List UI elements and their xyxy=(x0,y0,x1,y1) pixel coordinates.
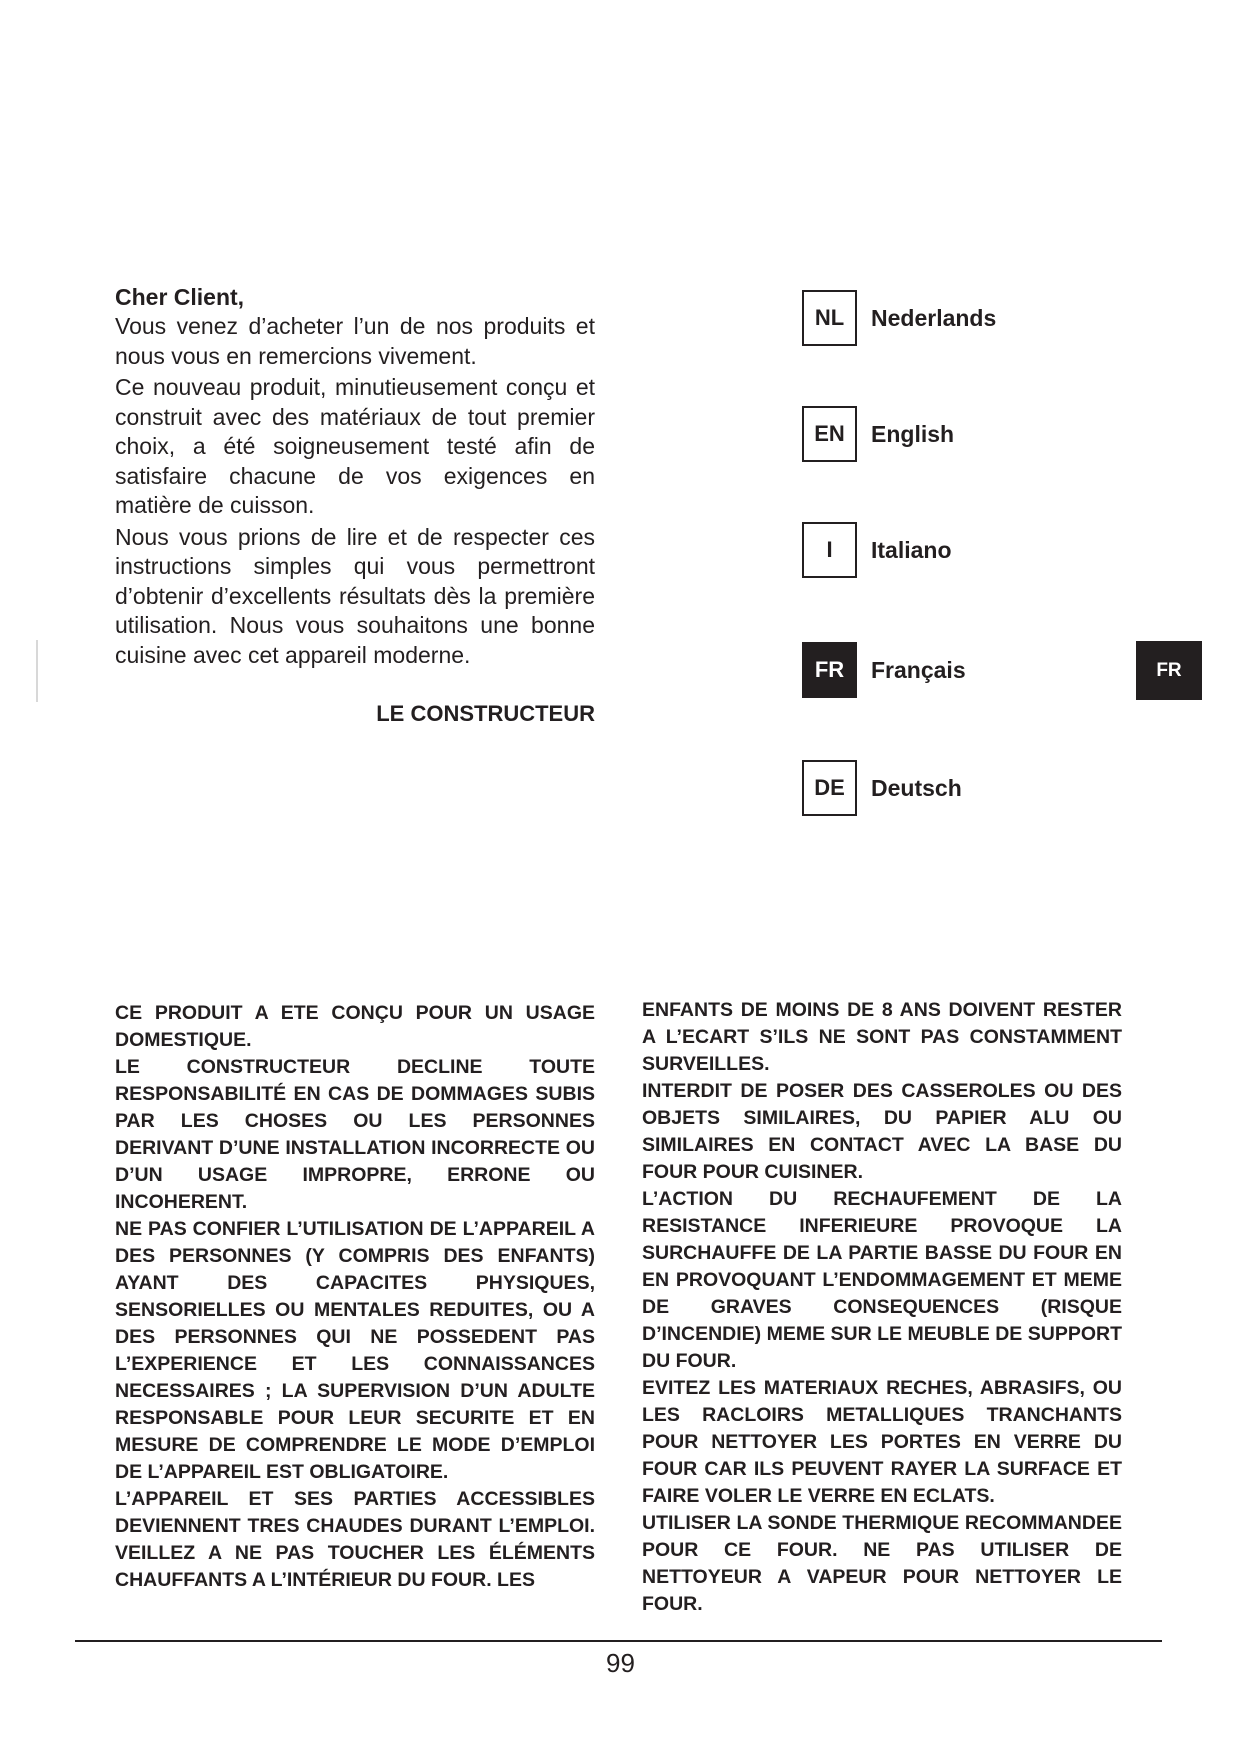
language-code: DE xyxy=(802,760,857,816)
language-item-fr[interactable] xyxy=(802,640,966,700)
warnings-left-column xyxy=(115,1000,595,1594)
margin-mark xyxy=(36,640,38,702)
language-code: I xyxy=(802,522,857,578)
warning-paragraph: CE PRODUIT A ETE CONÇU POUR UN USAGE DOMESTIQUE. xyxy=(115,1002,595,1051)
side-language-tab[interactable]: FR xyxy=(1136,641,1202,700)
warning-paragraph: UTILISER LA SONDE THERMIQUE RECOMMANDEE POUR CE FOUR. NE PAS UTILISER DE NETTOYEUR A VAPEUR POUR NETTOYER LE FOUR. xyxy=(642,1512,1122,1615)
language-item-nl[interactable] xyxy=(802,288,996,348)
signature: LE CONSTRUCTEUR xyxy=(376,701,595,726)
language-item-it[interactable] xyxy=(802,520,952,580)
intro-paragraph: Ce nouveau produit, minutieusement conçu et construit avec des matériaux de tout premier choix, a été soigneusement testé afin de satisfaire chacune de vos exigences en matière de cuisson. xyxy=(115,374,595,518)
warnings-right-column xyxy=(642,997,1122,1618)
warning-paragraph: L’ACTION DU RECHAUFEMENT DE LA RESISTANCE INFERIEURE PROVOQUE LA SURCHAUFFE DE LA PARTIE BASSE DU FOUR EN EN PROVOQUANT L’ENDOMMAGEMENT ET MEME DE GRAVES CONSEQUENCES (RISQUE D’INCENDIE) MEME SUR LE MEUBLE DE SUPPORT DU FOUR. xyxy=(642,1188,1122,1372)
intro-paragraph: Nous vous prions de lire et de respecter ces instructions simples qui vous permettront d’obtenir d’excellents résultats dès la première utilisation. Nous vous souhaitons une bonne cuisine avec cet appareil moderne. xyxy=(115,523,595,668)
language-code: EN xyxy=(802,406,857,462)
warning-paragraph: NE PAS CONFIER L’UTILISATION DE L’APPAREIL A DES PERSONNES (Y COMPRIS DES ENFANTS) AYANT DES CAPACITES PHYSIQUES, SENSORIELLES OU MENTALES REDUITES, OU A DES PERSONNES QUI NE POSSEDENT PAS L’EXPERIENCE ET LES CONNAISSANCES NECESSAIRES ; LA SUPERVISION D’UN ADULTE RESPONSABLE POUR LEUR SECURITE ET EN MESURE DE COMPRENDRE LE MODE D’EMPLOI DE L’APPAREIL EST OBLIGATOIRE. xyxy=(115,1218,595,1483)
footer-rule xyxy=(75,1640,1162,1642)
warning-paragraph: INTERDIT DE POSER DES CASSEROLES OU DES OBJETS SIMILAIRES, DU PAPIER ALU OU SIMILAIRES EN CONTACT AVEC LA BASE DU FOUR POUR CUISINER. xyxy=(642,1080,1122,1183)
intro-letter xyxy=(115,282,595,728)
language-name: Nederlands xyxy=(871,304,997,331)
language-name: English xyxy=(871,420,955,447)
greeting: Cher Client, xyxy=(115,284,245,310)
intro-paragraph: Vous venez d’acheter l’un de nos produits et nous vous en remercions vivement. xyxy=(115,313,595,369)
language-code-active: FR xyxy=(802,642,857,698)
warning-paragraph: ENFANTS DE MOINS DE 8 ANS DOIVENT RESTER A L’ECART S’ILS NE SONT PAS CONSTAMMENT SURVEILLES. xyxy=(642,999,1122,1075)
language-name: Deutsch xyxy=(871,774,962,801)
page-number: 99 xyxy=(606,1648,635,1678)
language-code: NL xyxy=(802,290,857,346)
language-name: Italiano xyxy=(871,536,952,563)
language-name: Français xyxy=(871,656,966,683)
warning-paragraph: L’APPAREIL ET SES PARTIES ACCESSIBLES DEVIENNENT TRES CHAUDES DURANT L’EMPLOI. VEILLEZ A NE PAS TOUCHER LES ÉLÉMENTS CHAUFFANTS A L’INTÉRIEUR DU FOUR. LES xyxy=(115,1488,595,1591)
warning-paragraph: LE CONSTRUCTEUR DECLINE TOUTE RESPONSABILITÉ EN CAS DE DOMMAGES SUBIS PAR LES CHOSES OU LES PERSONNES DERIVANT D’UNE INSTALLATION INCORRECTE OU D’UN USAGE IMPROPRE, ERRONE OU INCOHERENT. xyxy=(115,1056,595,1213)
language-item-en[interactable] xyxy=(802,404,954,464)
language-item-de[interactable] xyxy=(802,758,962,818)
warning-paragraph: EVITEZ LES MATERIAUX RECHES, ABRASIFS, OU LES RACLOIRS METALLIQUES TRANCHANTS POUR NETTOYER LES PORTES EN VERRE DU FOUR CAR ILS PEUVENT RAYER LA SURFACE ET FAIRE VOLER LE VERRE EN ECLATS. xyxy=(642,1377,1122,1507)
